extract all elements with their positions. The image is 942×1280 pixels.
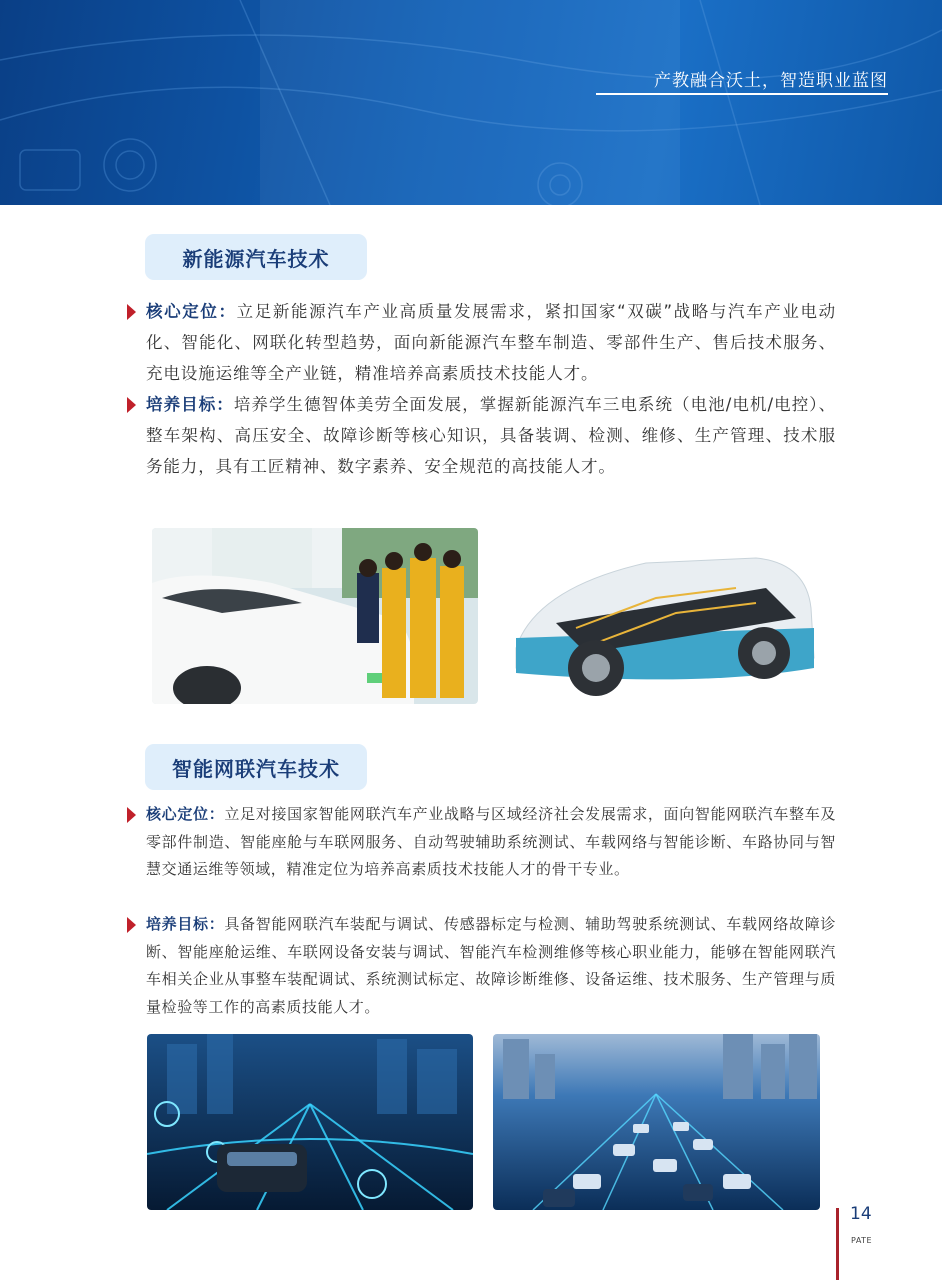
page-number: 14 [850, 1204, 872, 1224]
bullet-marker [127, 304, 136, 320]
section-heading-icv: 智能网联汽车技术 [145, 744, 367, 790]
page-label: PATE [851, 1236, 873, 1245]
item-text: 立足新能源汽车产业高质量发展需求，紧扣国家“双碳”战略与汽车产业电动化、智能化、网联化转型趋势，面向新能源汽车整车制造、零部件生产、售后技术服务、充电设施运维等全产业链，精准培养高素质技术技能人才。 [146, 302, 836, 383]
nev-training-goal [146, 389, 836, 482]
item-text: 培养学生德智体美劳全面发展，掌握新能源汽车三电系统（电池/电机/电控）、整车架构、高压安全、故障诊断等核心知识，具备装调、检测、维修、生产管理、技术服务能力，具有工匠精神、数字素养、安全规范的高技能人才。 [146, 395, 836, 476]
item-label: 核心定位： [146, 805, 225, 823]
icv-training-goal [146, 911, 836, 1021]
bullet-marker [127, 807, 136, 823]
photo-ev-chassis-cutaway [496, 528, 820, 704]
bullet-marker [127, 397, 136, 413]
tech-background-graphic [0, 0, 942, 205]
item-label: 核心定位： [146, 302, 237, 321]
bullet-marker [127, 917, 136, 933]
item-text: 立足对接国家智能网联汽车产业战略与区域经济社会发展需求，面向智能网联汽车整车及零部件制造、智能座舱与车联网服务、自动驾驶辅助系统测试、车载网络与智能诊断、车路协同与智慧交通运维等领域，精准定位为培养高素质技术技能人才的骨干专业。 [146, 805, 836, 878]
item-label: 培养目标： [146, 395, 234, 414]
page-number-bar [836, 1208, 839, 1280]
banner-title: 产教融合沃土，智造职业蓝图 [654, 71, 888, 91]
item-text: 具备智能网联汽车装配与调试、传感器标定与检测、辅助驾驶系统测试、车载网络故障诊断、智能座舱运维、车联网设备安装与调试、智能汽车检测维修等核心职业能力，能够在智能网联汽车相关企业从事整车装配调试、系统测试标定、故障诊断维修、设备运维、技术服务、生产管理与质量检验等工作的高素质技能人才。 [146, 915, 836, 1016]
icv-core-position [146, 801, 836, 884]
photo-connected-traffic [493, 1034, 820, 1210]
header-banner [0, 0, 942, 205]
section-heading-nev: 新能源汽车技术 [145, 234, 367, 280]
nev-core-position [146, 296, 836, 389]
item-label: 培养目标： [146, 915, 225, 933]
banner-underline [596, 93, 888, 95]
photo-smart-road-hud [147, 1034, 473, 1210]
photo-students-with-ev [152, 528, 478, 704]
